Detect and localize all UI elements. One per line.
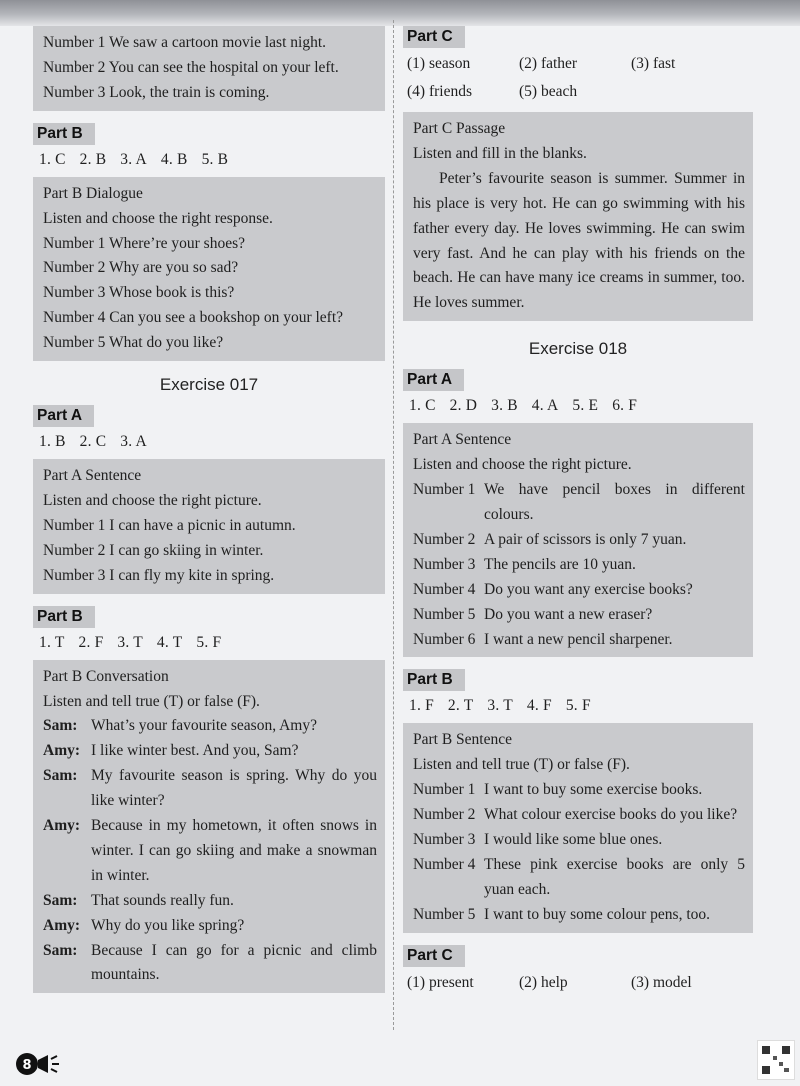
answer: 3. T	[117, 633, 143, 651]
answer: 1. C	[39, 150, 66, 168]
answer: 5. F	[196, 633, 222, 651]
instruction: Listen and choose the right picture.	[43, 491, 262, 509]
part-b-tag: Part B	[403, 669, 465, 691]
conversation-line	[43, 814, 377, 889]
script-line	[413, 903, 745, 928]
script-line: Number 5 What do you like?	[43, 334, 224, 352]
line-text: I want to buy some exercise books.	[484, 781, 703, 799]
number-label: Number 4	[413, 855, 476, 873]
answer: 5. E	[572, 397, 599, 415]
part-a-answers	[409, 397, 753, 415]
sentence-box	[403, 423, 753, 657]
exercise-script-box-top	[33, 26, 385, 111]
script-line	[413, 478, 745, 528]
section-title: Part A Sentence	[413, 431, 512, 449]
exercise-017-title: Exercise 017	[159, 375, 259, 395]
answer: 6. F	[612, 397, 638, 415]
answer: 1. T	[39, 633, 65, 651]
script-line	[413, 628, 745, 653]
conversation-line	[43, 889, 377, 914]
speaker: Sam:	[43, 891, 78, 909]
part-b-tag: Part B	[33, 606, 95, 628]
script-line: Number 3 I can fly my kite in spring.	[43, 566, 275, 584]
speaker: Amy:	[43, 916, 81, 934]
passage-box	[403, 112, 753, 321]
conversation-line	[43, 714, 377, 739]
script-line: Number 4 Can you see a bookshop on your left?	[43, 309, 344, 327]
answer: 1. C	[409, 397, 436, 415]
qr-code-icon	[757, 1040, 795, 1080]
number-label: Number 3	[413, 555, 476, 573]
script-line	[413, 853, 745, 903]
instruction: Listen and choose the right picture.	[413, 456, 632, 474]
line-text: What colour exercise books do you like?	[484, 806, 738, 824]
answer: 1. B	[39, 433, 66, 451]
answer: 4. B	[160, 150, 188, 168]
answer: (3) model	[631, 973, 692, 991]
part-b-answers	[409, 697, 753, 715]
script-line: Number 3 Look, the train is coming.	[43, 83, 270, 101]
part-a-tag: Part A	[33, 405, 94, 427]
line-text: A pair of scissors is only 7 yuan.	[484, 530, 687, 548]
conversation-line	[43, 939, 377, 989]
answer: 4. A	[531, 397, 559, 415]
number-label: Number 4	[413, 580, 476, 598]
megaphone-icon	[14, 1050, 66, 1083]
answer: 5. B	[201, 150, 229, 168]
line-text: I want a new pencil sharpener.	[484, 630, 673, 648]
part-b-answers	[39, 634, 385, 652]
answer: 3. B	[491, 397, 518, 415]
part-a-tag: Part A	[403, 369, 464, 391]
passage-text: Peter’s favourite season is summer. Summer in his place is very hot. He can go swimming with his father every day. He loves swimming. He can swim very fast. And he can play with his friends on the beach. He can have many ice creams in summer, too. He loves summer.	[413, 169, 745, 312]
script-line: Number 1 We saw a cartoon movie last night.	[43, 34, 326, 51]
answer: 4. F	[526, 697, 552, 715]
answer: (2) father	[519, 55, 578, 72]
exercise-018-title: Exercise 018	[528, 339, 628, 359]
conversation-line	[43, 739, 377, 764]
left-column	[33, 26, 385, 993]
instruction: Listen and tell true (T) or false (F).	[43, 692, 260, 710]
answer: 2. T	[447, 697, 474, 715]
answer: (1) present	[407, 973, 474, 991]
right-column	[403, 26, 753, 1003]
part-c-answers	[407, 50, 753, 106]
number-label: Number 5	[413, 605, 476, 623]
conversation-line	[43, 764, 377, 814]
speaker: Sam:	[43, 767, 78, 785]
answer: 3. T	[487, 697, 513, 715]
speaker: Amy:	[43, 742, 81, 760]
answer: 1. F	[409, 697, 434, 715]
line-text: Do you want any exercise books?	[484, 580, 693, 598]
speaker: Amy:	[43, 817, 81, 835]
answer: 5. F	[565, 697, 591, 715]
answer: 3. A	[120, 433, 147, 451]
part-a-answers	[39, 433, 385, 451]
script-line: Number 2 I can go skiing in winter.	[43, 541, 264, 559]
answer: (5) beach	[519, 83, 578, 100]
speaker: Sam:	[43, 717, 78, 735]
script-line	[413, 578, 745, 603]
answer: 2. F	[78, 633, 104, 651]
speech: My favourite season is spring. Why do you like winter?	[91, 767, 377, 810]
script-line	[413, 528, 745, 553]
section-title: Part C Passage	[413, 120, 506, 137]
script-line: Number 1 I can have a picnic in autumn.	[43, 516, 296, 534]
answer: 2. B	[79, 150, 107, 168]
sentence-box	[403, 723, 753, 932]
script-line	[413, 603, 745, 628]
script-line: Number 2 Why are you so sad?	[43, 259, 239, 277]
answer: (1) season	[407, 55, 471, 72]
script-line	[413, 778, 745, 803]
part-c-tag: Part C	[403, 26, 465, 48]
section-title: Part B Dialogue	[43, 184, 143, 202]
answer: 2. D	[449, 397, 478, 415]
number-label: Number 2	[413, 806, 476, 824]
answer: (2) help	[519, 973, 568, 991]
script-line	[413, 828, 745, 853]
conversation-line	[43, 914, 377, 939]
number-label: Number 3	[413, 831, 476, 849]
number-label: Number 1	[413, 781, 476, 799]
section-title: Part B Sentence	[413, 731, 513, 749]
number-label: Number 2	[413, 530, 476, 548]
number-label: Number 5	[413, 905, 476, 923]
answer: 3. A	[120, 150, 147, 168]
script-line	[413, 553, 745, 578]
part-c-answers	[407, 969, 753, 997]
page-top-shadow	[0, 0, 800, 26]
speech: Because in my hometown, it often snows in winter. I can go skiing and make a snowman in winter.	[91, 817, 377, 884]
part-c-tag: Part C	[403, 945, 465, 967]
instruction: Listen and choose the right response.	[43, 209, 273, 227]
dialogue-box	[33, 177, 385, 361]
number-label: Number 6	[413, 630, 476, 648]
instruction: Listen and tell true (T) or false (F).	[413, 756, 630, 774]
line-text: I want to buy some colour pens, too.	[484, 905, 711, 923]
answer: (3) fast	[631, 55, 676, 72]
speech: I like winter best. And you, Sam?	[91, 742, 299, 760]
section-title: Part A Sentence	[43, 467, 142, 485]
script-line: Number 2 You can see the hospital on your left.	[43, 58, 339, 76]
speech: What’s your favourite season, Amy?	[91, 717, 317, 735]
script-line: Number 1 Where’re your shoes?	[43, 234, 245, 252]
part-b-tag: Part B	[33, 123, 95, 145]
line-text: The pencils are 10 yuan.	[484, 555, 636, 573]
instruction: Listen and fill in the blanks.	[413, 144, 587, 162]
speech: Because I can go for a picnic and climb mountains.	[91, 941, 377, 984]
line-text: I would like some blue ones.	[484, 831, 663, 849]
section-title: Part B Conversation	[43, 667, 169, 685]
column-divider	[393, 20, 394, 1030]
page-number: 8	[22, 1058, 32, 1073]
answer: (4) friends	[407, 83, 472, 100]
script-line	[413, 803, 745, 828]
part-b-answers	[39, 151, 385, 169]
number-label: Number 1	[413, 481, 476, 499]
speech: Why do you like spring?	[91, 916, 245, 934]
answer: 2. C	[79, 433, 107, 451]
line-text: We have pencil boxes in different colours.	[484, 481, 745, 523]
line-text: These pink exercise books are only 5 yuan each.	[484, 855, 745, 898]
script-line: Number 3 Whose book is this?	[43, 284, 235, 302]
conversation-box	[33, 660, 385, 994]
speech: That sounds really fun.	[91, 891, 234, 909]
line-text: Do you want a new eraser?	[484, 605, 653, 623]
sentence-box	[33, 459, 385, 594]
speaker: Sam:	[43, 941, 78, 959]
answer: 4. T	[156, 633, 183, 651]
